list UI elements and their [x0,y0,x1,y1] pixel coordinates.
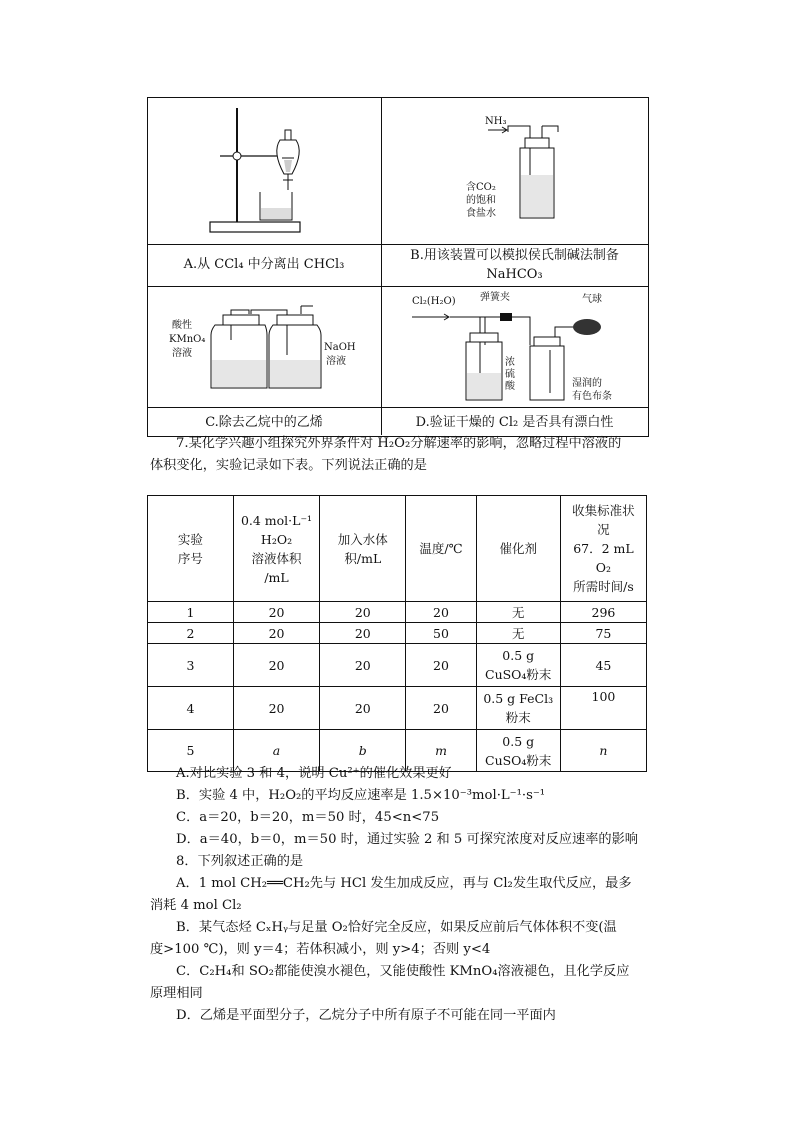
header-experiment-no: 实验 序号 [148,496,234,602]
apparatus-divider-row3 [147,407,648,408]
caption-b-line2: NaHCO₃ [486,267,543,282]
header-collection-time: 收集标准状 况 67．2 mL O₂ 所需时间/s [560,496,646,602]
d-balloon-label: 气球 [582,294,602,305]
d-acid-label-1: 浓 [505,357,515,368]
q7-option-a: A.对比实验 3 和 4，说明 Cu²⁺的催化效果更好 [176,766,452,781]
q8-option-d: D．乙烯是平面型分子，乙烷分子中所有原子不可能在同一平面内 [176,1008,556,1023]
d-acid-label-3: 酸 [505,381,515,392]
caption-d: D.验证干燥的 Cl₂ 是否具有漂白性 [415,415,614,430]
q8-option-a-line1: A．1 mol CH₂══CH₂先与 HCl 发生加成反应，再与 Cl₂发生取代反应，最多 [176,876,632,891]
gas-bottles-c-diagram [205,300,335,395]
c-right-label-1: NaOH [324,342,356,353]
caption-c: C.除去乙烷中的乙烯 [205,415,323,430]
q7-stem-line1: 7.某化学兴趣小组探究外界条件对 H₂O₂分解速率的影响，忽略过程中溶液的 [176,436,622,451]
q8-option-c-line1: C．C₂H₄和 SO₂都能使溴水褪色，又能使酸性 KMnO₄溶液褪色，且化学反应 [176,964,630,979]
table-header-row [148,496,647,602]
q7-option-b: B．实验 4 中，H₂O₂的平均反应速率是 1.5×10⁻³mol·L⁻¹·s⁻¹ [176,788,546,803]
c-left-label-3: 溶液 [172,348,192,359]
q7-option-d: D．a＝40，b＝0，m＝50 时，通过实验 2 和 5 可探究浓度对反应速率的影响 [176,832,638,847]
b-gas-label: NH₃ [485,116,507,127]
separatory-funnel-diagram [200,100,320,240]
header-catalyst: 催化剂 [476,496,560,602]
q8-option-b-line1: B．某气态烃 CₓHᵧ与足量 O₂恰好完全反应，如果反应前后气体体积不变(温 [176,920,617,935]
table-row: 5 a b m 0.5 g CuSO₄粉末 n [148,730,647,772]
table-row: 4 20 20 20 0.5 g FeCl₃ 粉末 100 [148,687,647,730]
table-row: 1 20 20 20 无 296 [148,602,647,623]
experiment-table [147,495,647,772]
b-solution-label-2: 的饱和 [466,195,496,206]
q7-option-c: C．a＝20，b＝20，m＝50 时，45<n<75 [176,810,440,825]
q8-option-c-line2: 原理相同 [150,986,203,1001]
b-solution-label-3: 食盐水 [466,208,496,219]
d-cloth-label-1: 湿润的 [572,378,602,389]
apparatus-divider-row2 [147,286,648,287]
b-solution-label-1: 含CO₂ [466,182,496,193]
caption-a: A.从 CCl₄ 中分离出 CHCl₃ [183,257,345,272]
q8-stem: 8．下列叙述正确的是 [176,854,304,869]
header-water-volume: 加入水体 积/mL [320,496,406,602]
q8-option-a-line2: 消耗 4 mol Cl₂ [150,898,242,913]
d-gas-label: Cl₂(H₂O) [412,296,456,307]
q8-option-b-line2: 度>100 ℃)，则 y＝4；若体积减小，则 y>4；否则 y<4 [150,942,491,957]
caption-b-line1: B.用该装置可以模拟侯氏制碱法制备 [410,248,619,263]
table-row: 3 20 20 20 0.5 g CuSO₄粉末 45 [148,644,647,687]
c-left-label-2: KMnO₄ [169,334,206,345]
header-temperature: 温度/℃ [406,496,476,602]
table-row: 2 20 20 50 无 75 [148,623,647,644]
apparatus-divider-row1 [147,244,648,245]
d-acid-label-2: 硫 [505,369,515,380]
header-h2o2-volume: 0.4 mol·L⁻¹ H₂O₂ 溶液体积 /mL [233,496,319,602]
q7-stem-line2: 体积变化，实验记录如下表。下列说法正确的是 [150,458,427,473]
d-clamp-label: 弹簧夹 [480,292,510,303]
c-right-label-2: 溶液 [326,356,346,367]
c-left-label-1: 酸性 [172,320,192,331]
d-cloth-label-2: 有色布条 [572,391,612,402]
